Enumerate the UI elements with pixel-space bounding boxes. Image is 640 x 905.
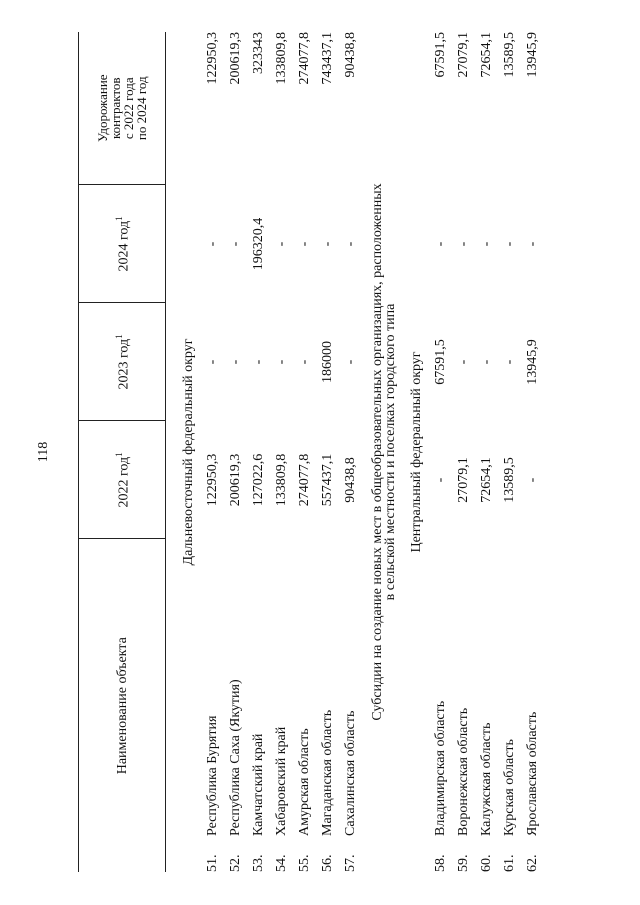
row-2023: 67591,5: [432, 339, 448, 385]
row-2023: -: [296, 359, 312, 365]
row-2023: -: [501, 359, 517, 365]
table-row: [429, 32, 452, 872]
row-2022: -: [432, 477, 448, 483]
table-row: [316, 32, 339, 872]
section-central: [406, 32, 429, 872]
subsidy-line2: в сельской местности и поселках городского типа: [383, 303, 398, 601]
header-cost-increase: [79, 32, 166, 185]
table-header: [79, 32, 166, 872]
row-number: 55.: [296, 854, 312, 872]
row-cost-increase: 200619,3: [227, 31, 243, 85]
subsidy-line1: Субсидии на создание новых мест в общеобразовательных организациях, расположенных: [370, 183, 385, 721]
row-2024: -: [296, 241, 312, 247]
row-2023: -: [455, 359, 471, 365]
row-2023: 186000: [319, 340, 335, 383]
table-row: [247, 32, 270, 872]
row-2022: 133809,8: [273, 453, 289, 507]
row-name: Сахалинская область: [342, 710, 358, 836]
row-2024: -: [273, 241, 289, 247]
header-cost-line2: контрактов: [108, 77, 123, 139]
row-number: 62.: [524, 854, 540, 872]
row-cost-increase: 133809,8: [273, 31, 289, 85]
row-cost-increase: 72654,1: [478, 31, 494, 78]
row-name: Республика Саха (Якутия): [227, 679, 243, 836]
row-2022: 27079,1: [455, 457, 471, 503]
header-2024-label: 2024 год: [116, 220, 132, 272]
row-name: Ярославская область: [524, 711, 540, 836]
row-cost-increase: 13945,9: [524, 31, 540, 78]
row-2022: 274077,8: [296, 453, 312, 507]
row-2022: 90438,8: [342, 457, 358, 503]
row-2023: -: [250, 359, 266, 365]
row-2022: 13589,5: [501, 457, 517, 503]
footnote-mark: 1: [114, 334, 125, 339]
table-row: [498, 32, 521, 872]
row-number: 57.: [342, 854, 358, 872]
row-2022: 200619,3: [227, 453, 243, 507]
row-number: 56.: [319, 854, 335, 872]
row-2024: -: [319, 241, 335, 247]
row-number: 52.: [227, 854, 243, 872]
row-2024: -: [432, 241, 448, 247]
header-cost-line3: с 2022 года: [121, 77, 136, 140]
page-number: 118: [36, 441, 51, 463]
row-2024: -: [342, 241, 358, 247]
row-2024: -: [204, 241, 220, 247]
row-name: Магаданская область: [319, 709, 335, 836]
section-subsidy-text: [362, 32, 406, 872]
subsidy-table: [78, 32, 544, 872]
row-number: 51.: [204, 854, 220, 872]
row-2024: -: [455, 241, 471, 247]
row-2023: -: [204, 359, 220, 365]
row-2022: -: [524, 477, 540, 483]
section-title: Дальневосточный федеральный округ: [181, 338, 196, 566]
section-subsidy-heading: [362, 32, 406, 872]
row-2024: -: [524, 241, 540, 247]
row-name: Хабаровский край: [273, 726, 289, 836]
row-cost-increase: 274077,8: [296, 31, 312, 85]
rotated-table-sheet: [78, 32, 640, 872]
footnote-mark: 1: [114, 452, 125, 457]
table-row: [224, 32, 247, 872]
row-cost-increase: 90438,8: [342, 31, 358, 78]
header-2022-label: 2022 год: [116, 456, 132, 508]
header-2023-label: 2023 год: [116, 338, 132, 390]
table-row: [521, 32, 544, 872]
row-name: Владимирская область: [432, 700, 448, 836]
table-row: [201, 32, 224, 872]
row-2024: -: [478, 241, 494, 247]
section-title: Центральный федеральный округ: [409, 351, 424, 553]
row-2024: -: [227, 241, 243, 247]
header-name: Наименование объекта: [79, 539, 166, 872]
row-cost-increase: 323343: [250, 31, 266, 74]
row-name: Калужская область: [478, 722, 494, 836]
table-row: [293, 32, 316, 872]
footnote-mark: 1: [114, 216, 125, 221]
row-2022: 72654,1: [478, 457, 494, 503]
header-2024: [79, 185, 166, 303]
row-name: Амурская область: [296, 728, 312, 836]
header-cost-line1: Удорожание: [95, 74, 110, 143]
row-2023: -: [478, 359, 494, 365]
row-number: 61.: [501, 854, 517, 872]
row-number: 60.: [478, 854, 494, 872]
header-cost-line4: по 2024 год: [134, 76, 149, 141]
section-far-east: [178, 32, 201, 872]
row-number: 53.: [250, 854, 266, 872]
header-2022: [79, 421, 166, 539]
row-2023: 13945,9: [524, 339, 540, 385]
row-2024: -: [501, 241, 517, 247]
row-2024: 196320,4: [250, 217, 266, 271]
header-2023: [79, 303, 166, 421]
row-2022: 127022,6: [250, 453, 266, 507]
row-cost-increase: 743437,1: [319, 31, 335, 85]
row-2023: -: [227, 359, 243, 365]
row-name: Курская область: [501, 739, 517, 836]
row-cost-increase: 122950,3: [204, 31, 220, 85]
table-row: [270, 32, 293, 872]
row-2023: -: [273, 359, 289, 365]
table-row: [339, 32, 362, 872]
row-2023: -: [342, 359, 358, 365]
row-name: Камчатский край: [250, 733, 266, 836]
row-number: 59.: [455, 854, 471, 872]
row-name: Воронежская область: [455, 707, 471, 836]
table-row: [452, 32, 475, 872]
row-cost-increase: 67591,5: [432, 31, 448, 78]
row-number: 54.: [273, 854, 289, 872]
table-row: [475, 32, 498, 872]
row-cost-increase: 13589,5: [501, 31, 517, 78]
row-cost-increase: 27079,1: [455, 31, 471, 78]
row-2022: 122950,3: [204, 453, 220, 507]
row-2022: 557437,1: [319, 453, 335, 507]
row-number: 58.: [432, 854, 448, 872]
row-name: Республика Бурятия: [204, 715, 220, 836]
